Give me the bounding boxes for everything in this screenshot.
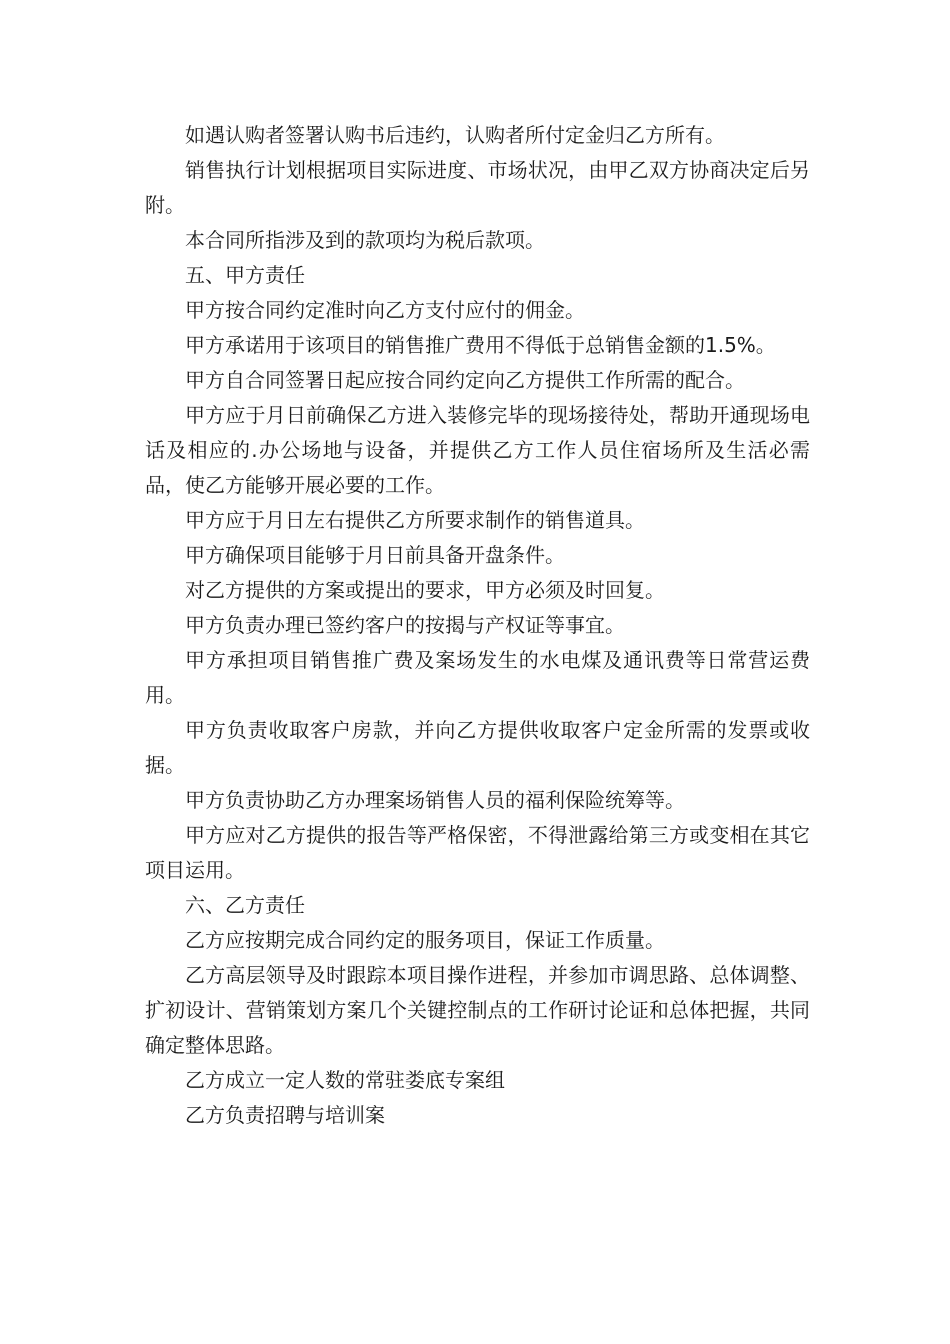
paragraph-a-mortgage: 甲方负责办理已签约客户的按揭与产权证等事宜。 [185,613,625,637]
paragraph-a-reception-site: 甲方应于月日前确保乙方进入装修完毕的现场接待处，帮助开通现场电话及相应的.办公场地与设备，并提供乙方工作人员住宿场所及生活必需品，使乙方能够开展必要的工作。 [145,403,810,497]
paragraph-b-leadership: 乙方高层领导及时跟踪本项目操作进程，并参加市调思路、总体调整、扩初设计、营销策划方案几个关键控制点的工作研讨论证和总体把握，共同确定整体思路。 [145,963,810,1057]
paragraph-b-service-quality: 乙方应按期完成合同约定的服务项目，保证工作质量。 [185,928,665,952]
paragraph-a-sales-props: 甲方应于月日左右提供乙方所要求制作的销售道具。 [185,508,645,532]
section-heading-party-b: 六、乙方责任 [185,893,305,917]
section-heading-party-a: 五、甲方责任 [185,263,305,287]
paragraph-a-cooperation: 甲方自合同签署日起应按合同约定向乙方提供工作所需的配合。 [185,368,745,392]
paragraph-after-tax: 本合同所指涉及到的款项均为税后款项。 [185,228,545,252]
paragraph-a-promotion-fee: 甲方承诺用于该项目的销售推广费用不得低于总销售金额的1.5%。 [185,333,776,357]
paragraph-a-opening: 甲方确保项目能够于月日前具备开盘条件。 [185,543,565,567]
paragraph-a-insurance: 甲方负责协助乙方办理案场销售人员的福利保险统筹等。 [185,788,685,812]
paragraph-a-payments: 甲方负责收取客户房款，并向乙方提供收取客户定金所需的发票或收据。 [145,718,810,777]
paragraph-sales-plan: 销售执行计划根据项目实际进度、市场状况，由甲乙双方协商决定后另附。 [145,158,810,217]
document-body [145,118,810,1133]
paragraph-breach-deposit: 如遇认购者签署认购书后违约，认购者所付定金归乙方所有。 [185,123,725,147]
paragraph-a-confidentiality: 甲方应对乙方提供的报告等严格保密，不得泄露给第三方或变相在其它项目运用。 [145,823,810,882]
paragraph-a-reply: 对乙方提供的方案或提出的要求，甲方必须及时回复。 [185,578,665,602]
paragraph-a-operating-costs: 甲方承担项目销售推广费及案场发生的水电煤及通讯费等日常营运费用。 [145,648,810,707]
paragraph-b-recruiting: 乙方负责招聘与培训案 [185,1103,385,1127]
paragraph-a-commission: 甲方按合同约定准时向乙方支付应付的佣金。 [185,298,585,322]
paragraph-b-project-team: 乙方成立一定人数的常驻娄底专案组 [185,1068,505,1092]
